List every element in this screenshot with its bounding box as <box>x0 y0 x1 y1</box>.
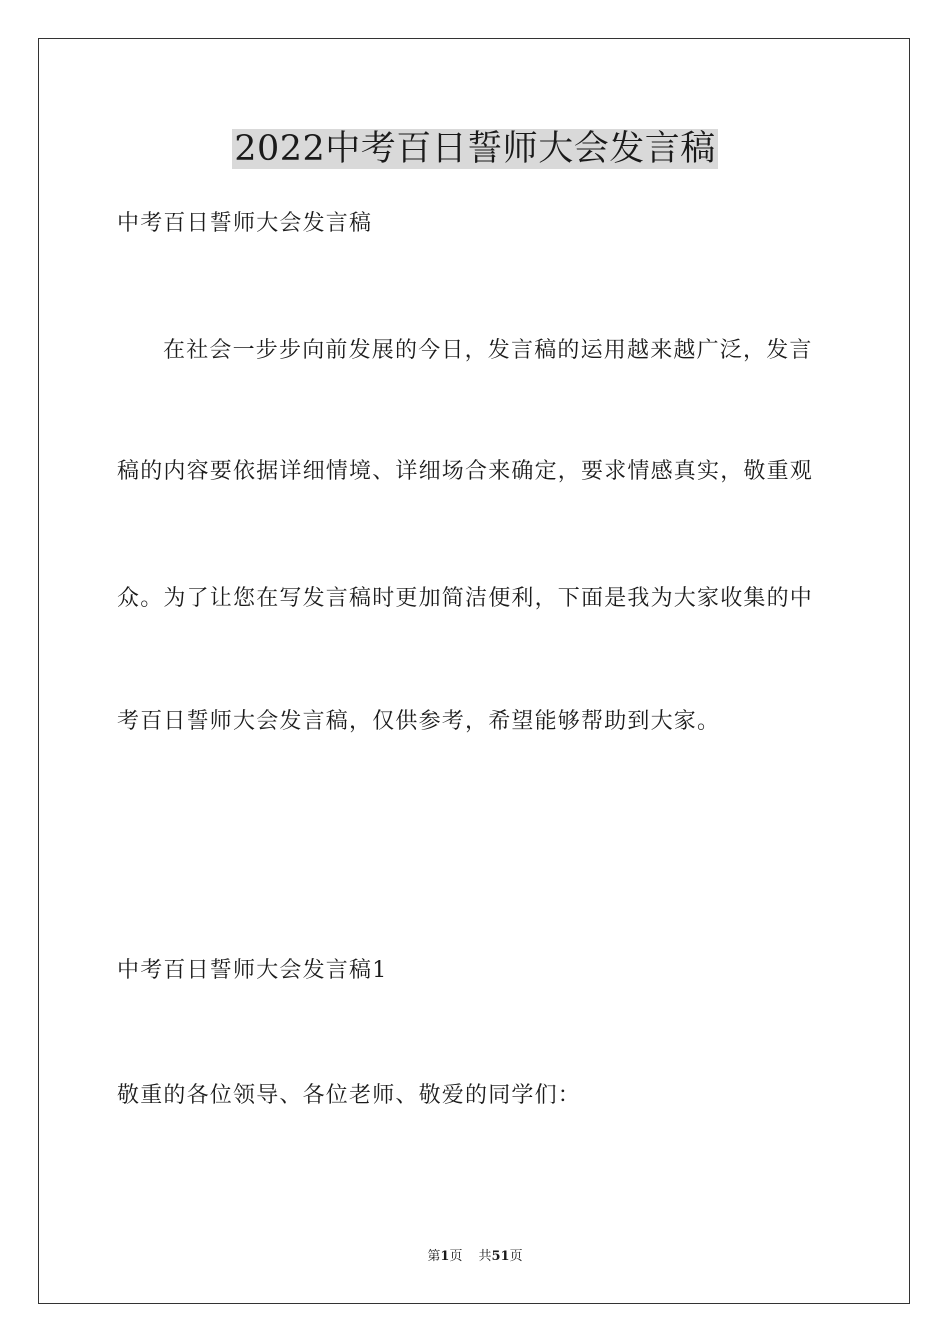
total-prefix: 共 <box>478 1249 492 1264</box>
intro-paragraph-line-1: 在社会一步步向前发展的今日，发言稿的运用越来越广泛，发言 <box>163 338 813 363</box>
document-title <box>0 127 950 171</box>
intro-paragraph-line-3: 众。为了让您在写发言稿时更加简洁便利，下面是我为大家收集的中 <box>117 586 814 611</box>
page-footer <box>0 1249 950 1265</box>
intro-paragraph-line-4: 考百日誓师大会发言稿，仅供参考，希望能够帮助到大家。 <box>117 709 721 734</box>
subtitle: 中考百日誓师大会发言稿 <box>117 211 373 236</box>
total-pages: 51 <box>491 1249 510 1264</box>
intro-paragraph-line-2: 稿的内容要依据详细情境、详细场合来确定，要求情感真实，敬重观 <box>117 459 814 484</box>
page-prefix: 第 <box>427 1249 441 1264</box>
page-suffix: 页 <box>449 1249 463 1264</box>
document-title-text: 2022中考百日誓师大会发言稿 <box>234 129 716 169</box>
salutation: 敬重的各位领导、各位老师、敬爱的同学们： <box>117 1083 582 1108</box>
section-heading: 中考百日誓师大会发言稿1 <box>117 958 388 983</box>
page-number: 1 <box>440 1249 450 1264</box>
total-suffix: 页 <box>509 1249 523 1264</box>
